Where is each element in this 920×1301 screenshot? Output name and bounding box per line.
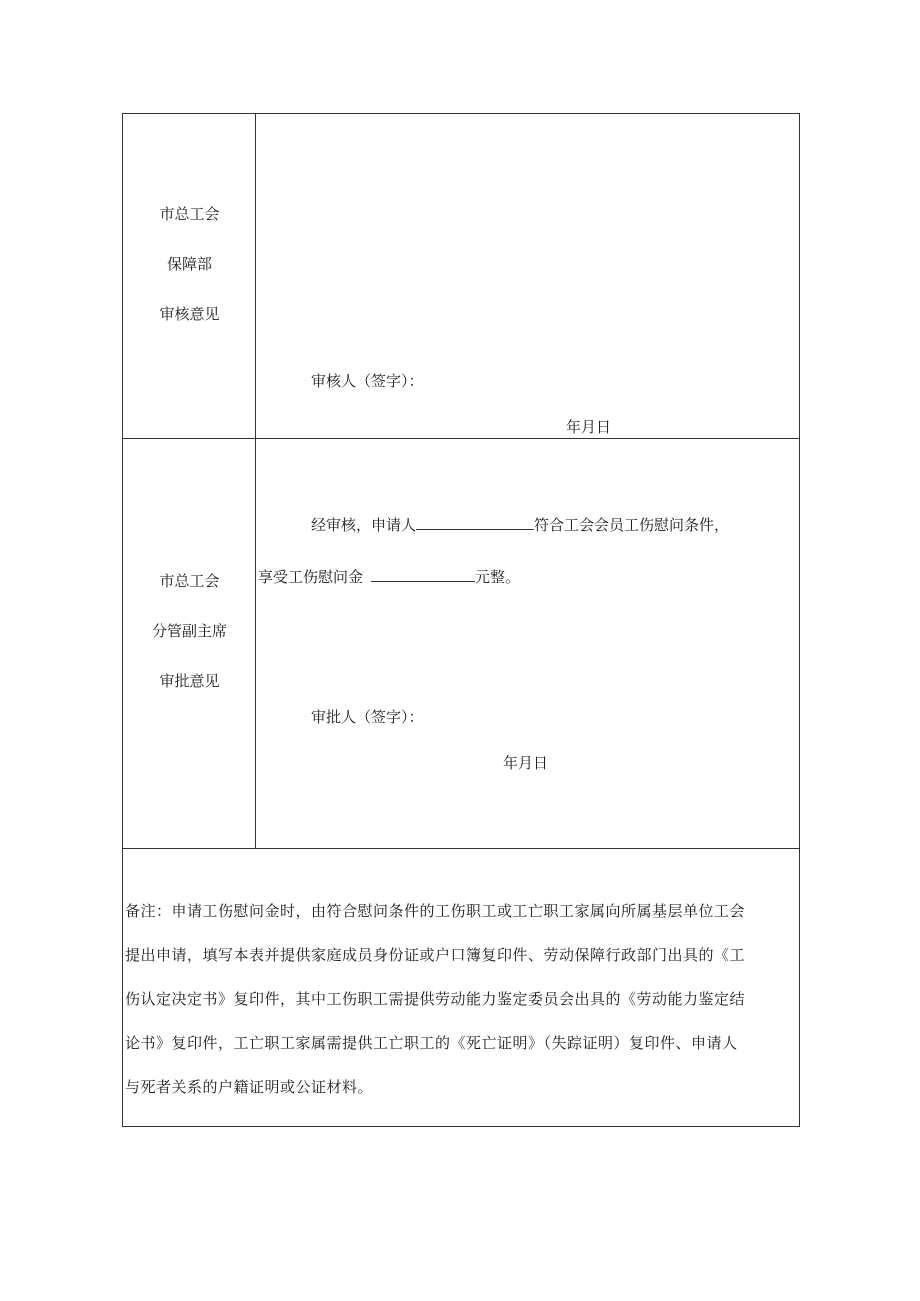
amount-blank[interactable]	[371, 566, 475, 582]
review-label-line3: 审核意见	[159, 305, 220, 323]
approval-statement-line1	[311, 514, 729, 535]
form-table	[122, 113, 800, 1127]
review-content-cell	[256, 114, 799, 438]
note-line-4: 论书》复印件，工亡职工家属需提供工亡职工的《死亡证明》（失踪证明）复印件、申请人	[125, 1034, 738, 1052]
review-label-line1: 市总工会	[159, 205, 220, 223]
note-line-3: 伤认定决定书》复印件，其中工伤职工需提供劳动能力鉴定委员会出具的《劳动能力鉴定结	[125, 990, 746, 1008]
approval-text-part3: 享受工伤慰问金	[258, 568, 364, 586]
review-date-label: 年月日	[566, 418, 612, 436]
note-line-5: 与死者关系的户籍证明或公证材料。	[125, 1078, 374, 1096]
notes-section	[123, 849, 799, 1126]
approver-signature-label: 审批人（签字）：	[311, 708, 424, 726]
approval-label-line1: 市总工会	[159, 572, 220, 590]
reviewer-signature-label: 审核人（签字）：	[311, 372, 424, 390]
approval-label-line2: 分管副主席	[151, 622, 227, 640]
approval-date-label: 年月日	[503, 754, 549, 772]
approval-text-part4: 元整。	[475, 568, 521, 586]
review-label-line2: 保障部	[166, 255, 212, 273]
approval-content-cell	[256, 439, 799, 848]
approval-statement-line2	[258, 566, 520, 587]
approval-text-part2: 符合工会会员工伤慰问条件，	[534, 516, 730, 534]
approval-text-part1: 经审核，申请人	[311, 516, 417, 534]
note-line-2: 提出申请，填写本表并提供家庭成员身份证或户口簿复印件、劳动保障行政部门出具的《工	[125, 946, 746, 964]
applicant-name-blank[interactable]	[416, 514, 534, 530]
approval-label-cell	[123, 439, 256, 848]
approval-section	[123, 439, 799, 849]
note-line-1: 备注：申请工伤慰问金时，由符合慰问条件的工伤职工或工亡职工家属向所属基层单位工会	[125, 902, 746, 920]
review-label-cell	[123, 114, 256, 438]
approval-label-line3: 审批意见	[159, 672, 220, 690]
review-section	[123, 114, 799, 439]
